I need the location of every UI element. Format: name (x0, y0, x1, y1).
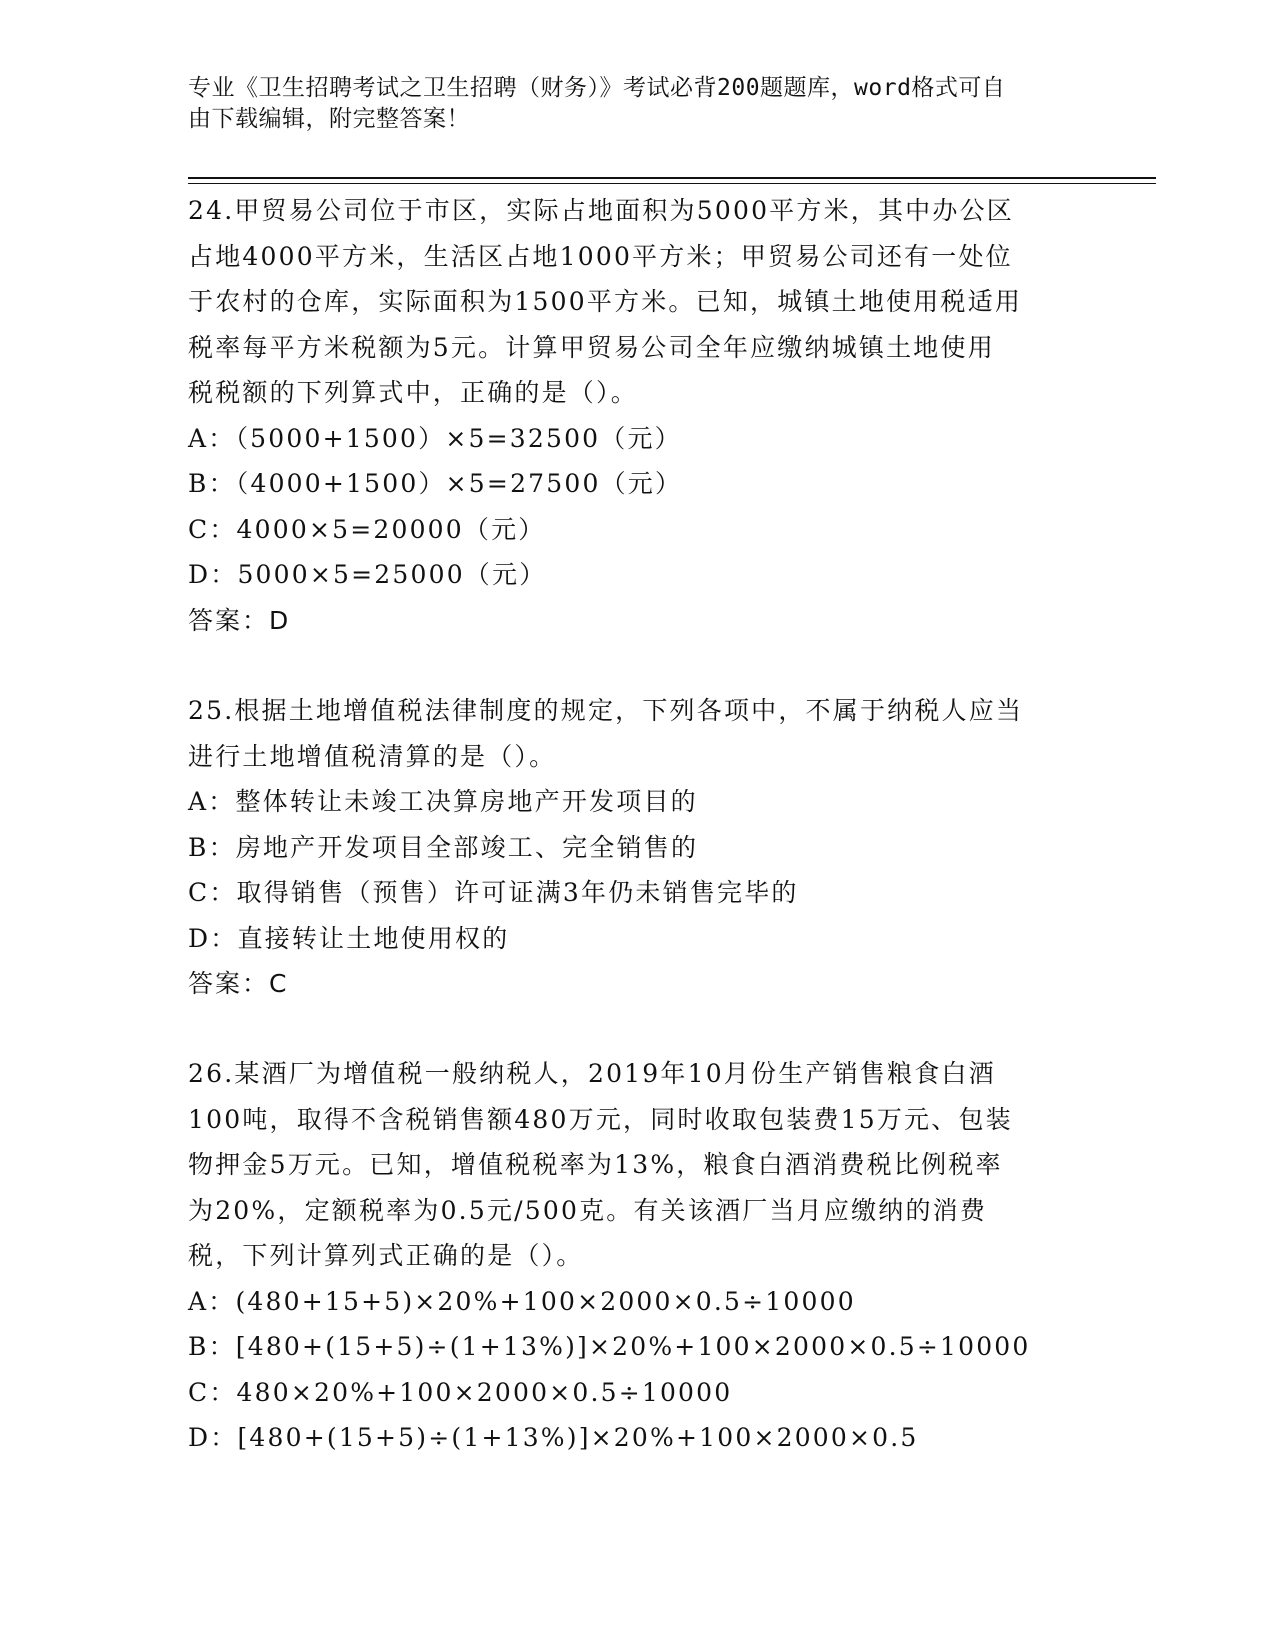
question-stem-line: 占地4000平方米，生活区占地1000平方米；甲贸易公司还有一处位 (188, 241, 1013, 271)
option-b: B：[480+(15+5)÷(1+13%)]×20%+100×2000×0.5÷10000 (188, 1332, 1031, 1361)
header-line: 专业《卫生招聘考试之卫生招聘（财务）》考试必背200题题库，word格式可自 (188, 75, 1006, 101)
header-divider (188, 177, 1156, 179)
question-stem-line: 物押金5万元。已知，增值税税率为13%，粮食白酒消费税比例税率 (188, 1150, 1003, 1179)
question-stem-line: 进行土地增值税清算的是（）。 (188, 741, 557, 771)
option-a: A：(480+15+5)×20%+100×2000×0.5÷10000 (188, 1286, 856, 1316)
option-a: A：整体转让未竣工决算房地产开发项目的 (188, 787, 698, 816)
header-divider-thin (188, 183, 1156, 184)
question-stem-line: 税率每平方米税额为5元。计算甲贸易公司全年应缴纳城镇土地使用 (188, 332, 995, 362)
option-c: C：取得销售（预售）许可证满3年仍未销售完毕的 (188, 878, 799, 907)
question-26 (188, 1051, 1088, 1461)
question-stem-line: 于农村的仓库，实际面积为1500平方米。已知，城镇土地使用税适用 (188, 287, 1023, 316)
option-b: B：房地产开发项目全部竣工、完全销售的 (188, 832, 699, 862)
question-stem-line: 税税额的下列算式中，正确的是（）。 (188, 378, 638, 407)
answer-label: 答案：D (188, 605, 291, 635)
question-stem-line: 26.某酒厂为增值税一般纳税人，2019年10月份生产销售粮食白酒 (188, 1059, 996, 1088)
question-24 (188, 188, 1088, 643)
document-header (188, 73, 1068, 135)
question-stem-line: 为20%，定额税率为0.5元/500克。有关该酒厂当月应缴纳的消费 (188, 1195, 988, 1225)
option-d: D：[480+(15+5)÷(1+13%)]×20%+100×2000×0.5 (188, 1423, 919, 1452)
question-stem-line: 100吨，取得不含税销售额480万元，同时收取包装费15万元、包装 (188, 1104, 1013, 1134)
question-stem-line: 税，下列计算列式正确的是（）。 (188, 1241, 584, 1270)
option-b: B：（4000+1500）×5=27500（元） (188, 469, 683, 498)
question-25 (188, 688, 1088, 1007)
option-c: C：4000×5=20000（元） (188, 514, 546, 544)
question-stem-line: 24.甲贸易公司位于市区，实际占地面积为5000平方米，其中办公区 (188, 196, 1014, 225)
option-c: C：480×20%+100×2000×0.5÷10000 (188, 1377, 733, 1407)
option-a: A：（5000+1500）×5=32500（元） (188, 423, 682, 453)
option-d: D：5000×5=25000（元） (188, 560, 547, 589)
question-stem-line: 25.根据土地增值税法律制度的规定，下列各项中，不属于纳税人应当 (188, 696, 1024, 725)
header-line: 由下载编辑，附完整答案！ (188, 106, 470, 132)
option-d: D：直接转让土地使用权的 (188, 923, 510, 953)
answer-label: 答案：C (188, 969, 289, 998)
